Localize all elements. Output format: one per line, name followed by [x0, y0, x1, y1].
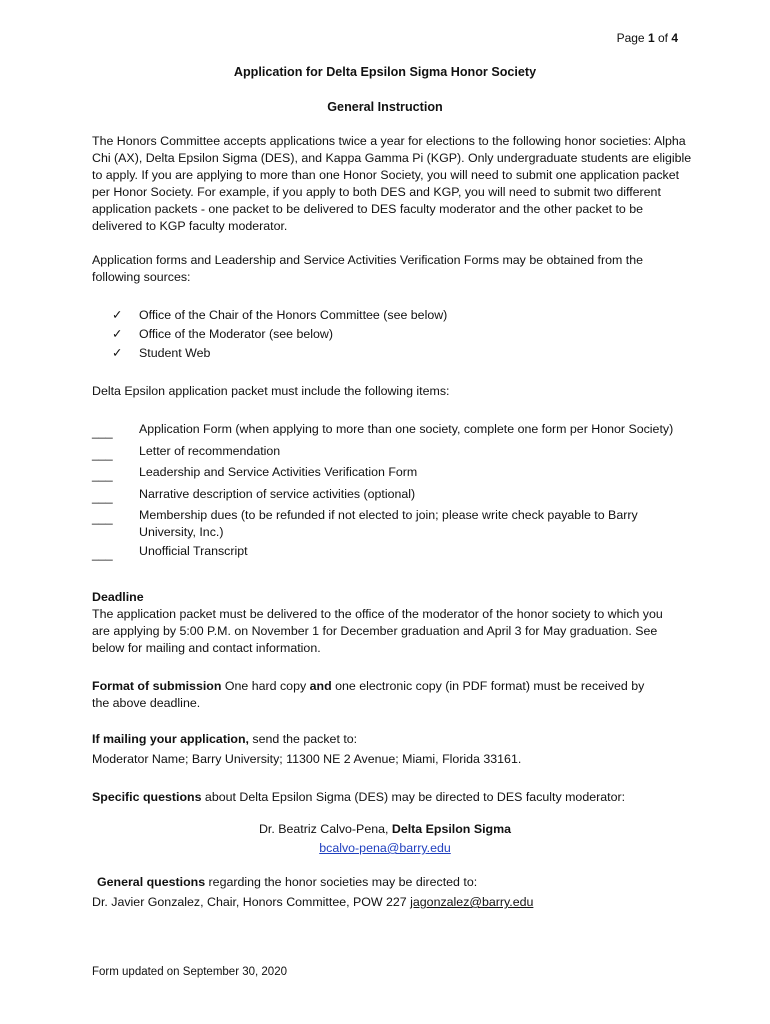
checkbox-blank: ___ — [92, 468, 113, 482]
obtain-paragraph: Application forms and Leadership and Service Activities Verification Forms may be obtained from the following sources: — [92, 253, 643, 284]
list-item: ___ Letter of recommendation — [92, 443, 281, 461]
chair-email-link[interactable]: jagonzalez@barry.edu — [410, 895, 534, 909]
list-item: ✓ Office of the Chair of the Honors Committee (see below) — [112, 307, 447, 326]
format-paragraph: Format of submission One hard copy and one electronic copy (in PDF format) must be received by the above deadline. — [92, 679, 645, 710]
list-item: ___ Leadership and Service Activities Verification Form — [92, 465, 418, 482]
moderator-email-link[interactable]: bcalvo-pena@barry.edu — [319, 841, 451, 855]
mailing-address: Moderator Name; Barry University; 11300 NE 2 Avenue; Miami, Florida 33161. — [92, 752, 522, 766]
checkbox-blank: ___ — [92, 446, 113, 461]
list-item: ✓ Student Web — [112, 345, 447, 364]
document-title: Application for Delta Epsilon Sigma Honor Society — [233, 65, 537, 79]
footer-note: Form updated on September 30, 2020 — [92, 966, 287, 978]
chair-contact: Dr. Javier Gonzalez, Chair, Honors Committee, POW 227 jagonzalez@barry.edu — [92, 895, 534, 909]
list-item: ___ Unofficial Transcript — [92, 543, 248, 561]
moderator-contact: Dr. Beatriz Calvo-Pena, Delta Epsilon Sigma — [258, 822, 512, 836]
intro-paragraph: The Honors Committee accepts applications twice a year for elections to the following honor societies: Alpha Chi (AX), Delta Epsilon Sigma (DES), and Kappa Gamma Pi (KGP). Only undergraduate students are eligible to apply. If you are applying to more than one Honor Society, you will need to submit one application packet per Honor Society. For example, if you apply to both DES and KGP, you will need to submit two different application packets - one packet to be delivered to DES faculty moderator and the other packet to be delivered to KGP faculty moderator. — [92, 134, 692, 233]
checkbox-blank: ___ — [92, 546, 113, 561]
checkbox-blank: ___ — [92, 511, 113, 525]
checkmark-icon: ✓ — [112, 346, 123, 360]
sources-list — [112, 307, 447, 364]
mailing-paragraph: If mailing your application, send the packet to: — [92, 732, 358, 746]
document-subtitle: General Instruction — [327, 100, 443, 114]
page-number: Page 1 of 4 — [616, 31, 678, 45]
list-item: ✓ Office of the Moderator (see below) — [112, 326, 447, 345]
deadline-heading: Deadline — [92, 590, 144, 604]
list-item: ___ Narrative description of service activities (optional) — [92, 486, 416, 504]
questions-paragraph: Specific questions about Delta Epsilon Sigma (DES) may be directed to DES faculty moderator: — [92, 790, 626, 804]
list-item: ___ Membership dues (to be refunded if not elected to join; please write check payable to Barry University, Inc.) — [92, 508, 638, 539]
deadline-paragraph: The application packet must be delivered to the office of the moderator of the honor society to which you are applying by 5:00 P.M. on November 1 for December graduation and April 3 for May graduation. See below for mailing and contact information. — [92, 607, 663, 655]
list-item: ___ Application Form (when applying to more than one society, complete one form per Honor Society) — [92, 422, 674, 439]
packet-items-intro: Delta Epsilon application packet must include the following items: — [92, 384, 450, 398]
checkbox-blank: ___ — [92, 489, 113, 504]
checkmark-icon: ✓ — [112, 308, 123, 322]
general-questions-paragraph: General questions regarding the honor societies may be directed to: — [97, 875, 478, 889]
packet-items-list — [92, 421, 692, 564]
checkmark-icon: ✓ — [112, 327, 123, 341]
checkbox-blank: ___ — [92, 425, 113, 439]
